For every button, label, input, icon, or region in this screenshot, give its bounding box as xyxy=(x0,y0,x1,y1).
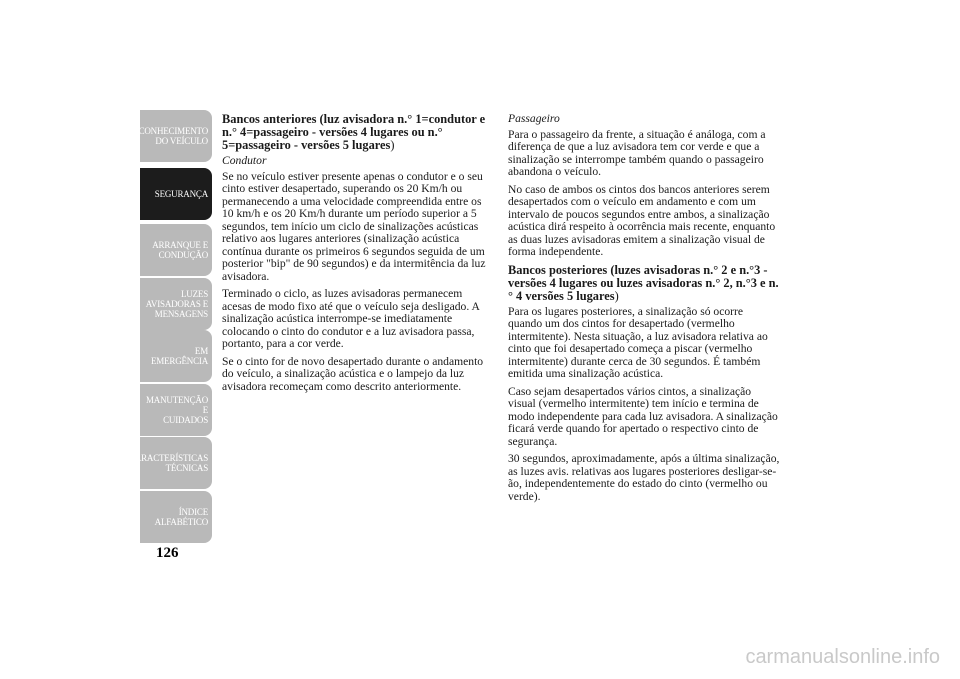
heading-text: Bancos posteriores (luzes avisadoras n.° 2 e n.°3 - versões 4 lugares ou luzes avisadoras n.° 2, n.°3 e n.° 4 versões 5 lugares xyxy=(508,262,779,303)
tab-indice-alfabetico[interactable]: ÍNDICE ALFABÉTICO xyxy=(140,491,212,543)
paragraph: No caso de ambos os cintos dos bancos anteriores serem desapertados com o veículo em andamento e com um intervalo de poucos segundos entre ambos, a sinalização acústica dirá respeito à ocorrência mais recente, enquanto as duas luzes avisadoras emitem a sinalização visual de forma independente. xyxy=(508,182,776,258)
right-column xyxy=(508,113,780,508)
paragraph: Caso sejam desapertados vários cintos, a sinalização visual (vermelho intermitente) tem início e termina de modo independente para cada luz avisadora. A sinalização ficará verde quando for apertado o respectivo cinto de segurança. xyxy=(508,384,778,448)
heading-close: ) xyxy=(390,138,395,152)
heading-close: ) xyxy=(614,288,619,303)
paragraph: 30 segundos, aproximadamente, após a última sinalização, as luzes avis. relativas aos lugares posteriores desligar-se-ão, independentemente do estado do cinto (vermelho ou verde). xyxy=(508,452,780,503)
sub-heading-condutor: Condutor xyxy=(222,154,267,167)
paragraph: Terminado o ciclo, as luzes avisadoras permanecem acesas de modo fixo até que o veículo seja desligado. A sinalização acústica interrompe-se imediatamente colocando o cinto do condutor e a luz avisadora passa, portanto, para a cor verde. xyxy=(222,287,480,350)
left-column xyxy=(222,113,494,398)
tab-manutencao-e-cuidados[interactable]: MANUTENÇÃO E CUIDADOS xyxy=(140,384,212,436)
tab-conhecimento-do-veiculo[interactable]: CONHECIMENTO DO VEÍCULO xyxy=(140,110,212,162)
paragraph: Se no veículo estiver presente apenas o condutor e o seu cinto estiver desapertado, superando os 20 Km/h ou permanecendo a uma velocidade compreendida entre os 10 km/h e os 20 Km/h durante um período superior a 5 segundos, tem início um ciclo de sinalizações acústicas relativo aos lugares anteriores (sinalização acústica contínua durante os primeiros 6 segundos seguida de um posterior "bip" de 90 segundos) e da intermitência da luz avisadora. xyxy=(222,169,486,283)
page-number: 126 xyxy=(156,545,179,561)
paragraph: Para o passageiro da frente, a situação é análoga, com a diferença de que a luz avisadora tem cor verde e que a sinalização se interrompe também quando o passageiro abandona o veículo. xyxy=(508,127,766,178)
paragraph: Para os lugares posteriores, a sinalização só ocorre quando um dos cintos for desapertado (vermelho intermitente). Nesta situação, a luz avisadora relativa ao cinto que foi desapertado começa a piscar (vermelho intermitente) durante cerca de 30 segundos. É também emitida uma sinalização acústica. xyxy=(508,304,768,380)
tab-seguranca[interactable]: SEGURANÇA xyxy=(140,168,212,220)
tab-arranque-e-conducao[interactable]: ARRANQUE E CONDUÇÃO xyxy=(140,224,212,276)
section-heading-front-seats xyxy=(222,113,494,152)
sub-heading-passageiro: Passageiro xyxy=(508,112,560,125)
heading-text: Bancos anteriores (luz avisadora n.° 1=condutor e n.° 4=passageiro - versões 4 lugares ou n.° 5=passageiro - versões 5 lugares xyxy=(222,112,486,152)
tab-luzes-avisadoras[interactable]: LUZES AVISADORAS E MENSAGENS xyxy=(140,278,212,330)
section-heading-rear-seats xyxy=(508,264,780,303)
tab-em-emergencia[interactable]: EM EMERGÊNCIA xyxy=(140,330,212,382)
tab-caracteristicas-tecnicas[interactable]: CARACTERÍSTICAS TÉCNICAS xyxy=(140,437,212,489)
paragraph: Se o cinto for de novo desapertado durante o andamento do veículo, a sinalização acústica e o lampejo da luz avisadora recomeçam como descrito anteriormente. xyxy=(222,354,484,393)
watermark: carmanualsonline.info xyxy=(745,646,940,668)
